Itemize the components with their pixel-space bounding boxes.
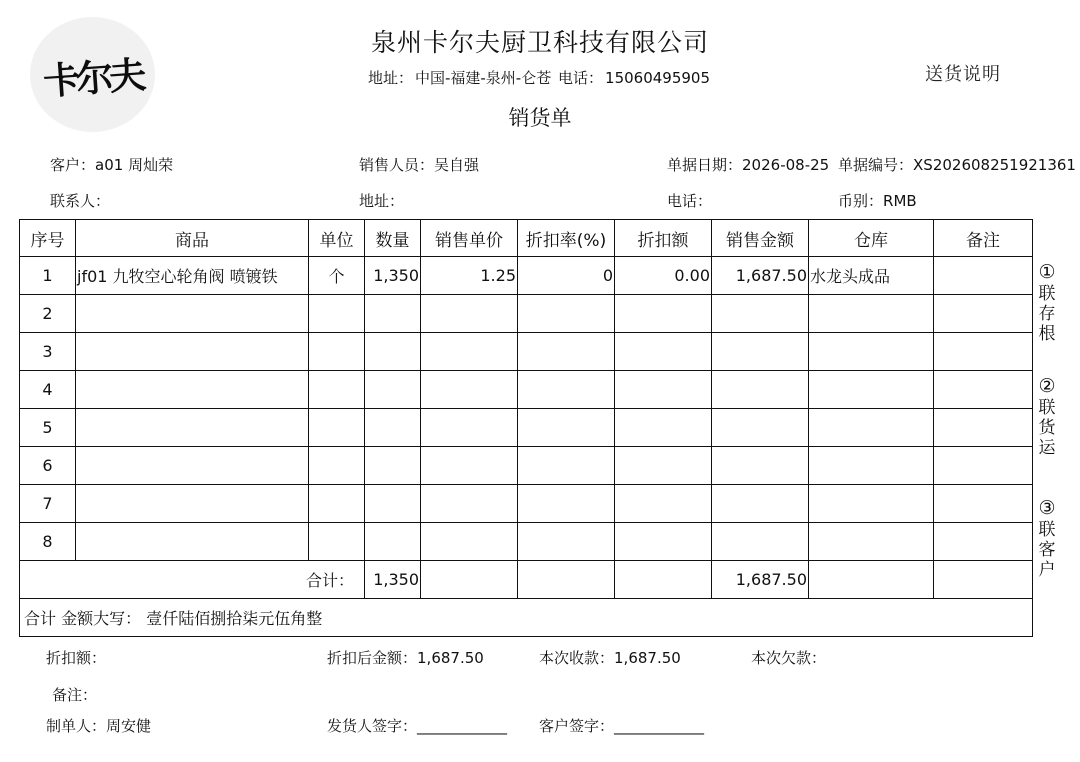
footer-maker	[46, 715, 151, 736]
company-name: 泉州卡尔夫厨卫科技有限公司	[370, 28, 709, 57]
currency-value: RMB	[883, 192, 917, 210]
quantity-cell	[365, 295, 421, 333]
amount-in-words-row	[20, 599, 1033, 637]
remark-cell	[934, 447, 1033, 485]
total-row	[20, 561, 1033, 599]
table-row	[20, 409, 1033, 447]
unit-cell	[309, 371, 365, 409]
discount-label: 折扣额：	[46, 649, 107, 667]
discount-amount-cell	[615, 485, 712, 523]
unit-price-cell	[421, 371, 518, 409]
number-field	[838, 154, 1076, 175]
column-header: 备注	[934, 220, 1033, 257]
total-cell	[934, 561, 1033, 599]
footer-discount	[46, 647, 106, 668]
product-cell: jf01 九牧空心轮角阀 喷镀铁	[76, 257, 309, 295]
remark-cell	[934, 523, 1033, 561]
phone-label: 电话：	[558, 69, 604, 87]
table-row	[20, 523, 1033, 561]
discount-rate-cell	[518, 523, 615, 561]
copy-number: ③	[1038, 497, 1056, 519]
discount-rate-cell	[518, 485, 615, 523]
remark-label: 备注：	[52, 686, 98, 704]
product-cell	[76, 485, 309, 523]
date-value: 2026-08-25	[742, 156, 830, 174]
unit-cell: 个	[309, 257, 365, 295]
footer-after-discount	[327, 647, 484, 668]
warehouse-cell	[809, 333, 934, 371]
maker-label: 制单人：	[46, 717, 107, 735]
discount-rate-cell	[518, 447, 615, 485]
customer-value: a01 周灿荣	[95, 156, 174, 174]
footer-owed	[751, 647, 826, 668]
unit-cell	[309, 485, 365, 523]
logo-text: 卡尔夫	[41, 52, 144, 103]
column-header: 仓库	[809, 220, 934, 257]
unit-cell	[309, 295, 365, 333]
column-header: 销售金额	[712, 220, 809, 257]
product-cell	[76, 447, 309, 485]
table-row	[20, 257, 1033, 295]
table-row	[20, 485, 1033, 523]
discount-amount-cell	[615, 333, 712, 371]
product-cell	[76, 333, 309, 371]
sales-amount-cell	[712, 333, 809, 371]
footer-shipper-signature	[327, 715, 507, 736]
address-label: 地址：	[367, 69, 413, 87]
table-row	[20, 447, 1033, 485]
sales-amount-cell	[712, 409, 809, 447]
warehouse-cell: 水龙头成品	[809, 257, 934, 295]
column-header: 销售单价	[421, 220, 518, 257]
unit-price-cell	[421, 409, 518, 447]
total-cell	[421, 561, 518, 599]
column-header: 折扣额	[615, 220, 712, 257]
customer-sign-label: 客户签字：	[539, 717, 615, 735]
company-phone: 15060495905	[605, 69, 711, 87]
copy-label-customer	[1034, 498, 1060, 580]
discount-amount-cell	[615, 447, 712, 485]
footer-remark	[52, 684, 97, 705]
received-value: 1,687.50	[614, 649, 681, 667]
sales-amount-cell	[712, 485, 809, 523]
sales-amount-cell	[712, 371, 809, 409]
address-label: 地址：	[359, 192, 405, 210]
row-number: 3	[20, 333, 76, 371]
warehouse-cell	[809, 523, 934, 561]
row-number: 8	[20, 523, 76, 561]
discount-amount-cell: 0.00	[615, 257, 712, 295]
table-row	[20, 295, 1033, 333]
column-header: 单位	[309, 220, 365, 257]
items-table	[19, 219, 1033, 637]
sales-amount-cell	[712, 295, 809, 333]
discount-rate-cell	[518, 295, 615, 333]
amount-words-label: 合计 金额大写：	[24, 609, 142, 628]
copy-name: 联 客 户	[1038, 520, 1056, 580]
shipper-sign-line: ____________	[417, 717, 508, 735]
copy-number: ①	[1038, 261, 1056, 283]
owed-label: 本次欠款：	[751, 649, 827, 667]
table-header-row	[20, 220, 1033, 257]
warehouse-cell	[809, 371, 934, 409]
warehouse-cell	[809, 409, 934, 447]
warehouse-cell	[809, 295, 934, 333]
customer-field	[50, 154, 173, 175]
table-row	[20, 371, 1033, 409]
quantity-cell: 1,350	[365, 257, 421, 295]
discount-rate-cell: 0	[518, 257, 615, 295]
date-label: 单据日期：	[667, 156, 743, 174]
row-number: 1	[20, 257, 76, 295]
copy-number: ②	[1038, 375, 1056, 397]
currency-field	[838, 190, 917, 211]
warehouse-cell	[809, 447, 934, 485]
discount-amount-cell	[615, 409, 712, 447]
column-header: 数量	[365, 220, 421, 257]
row-number: 2	[20, 295, 76, 333]
number-value: XS202608251921361	[913, 156, 1076, 174]
number-label: 单据编号：	[838, 156, 914, 174]
sales-amount-cell	[712, 523, 809, 561]
company-address-line	[0, 67, 1080, 88]
remark-cell	[934, 371, 1033, 409]
remark-cell	[934, 409, 1033, 447]
quantity-cell	[365, 485, 421, 523]
contact-field	[50, 190, 110, 211]
unit-price-cell	[421, 523, 518, 561]
row-number: 7	[20, 485, 76, 523]
row-number: 6	[20, 447, 76, 485]
customer-sign-line: ____________	[614, 717, 705, 735]
remark-cell	[934, 333, 1033, 371]
total-cell	[809, 561, 934, 599]
discount-rate-cell	[518, 333, 615, 371]
discount-amount-cell	[615, 295, 712, 333]
discount-rate-cell	[518, 409, 615, 447]
shipper-sign-label: 发货人签字：	[327, 717, 418, 735]
salesperson-value: 吴自强	[434, 156, 480, 174]
total-cell	[615, 561, 712, 599]
warehouse-cell	[809, 485, 934, 523]
amount-words-value: 壹仟陆佰捌拾柒元伍角整	[146, 609, 323, 628]
total-amount: 1,687.50	[712, 561, 809, 599]
unit-cell	[309, 333, 365, 371]
unit-price-cell	[421, 295, 518, 333]
sales-amount-cell	[712, 447, 809, 485]
product-cell	[76, 523, 309, 561]
copy-name: 联 货 运	[1038, 398, 1056, 458]
received-label: 本次收款：	[539, 649, 615, 667]
total-cell	[518, 561, 615, 599]
salesperson-label: 销售人员：	[359, 156, 435, 174]
unit-cell	[309, 447, 365, 485]
date-field	[667, 154, 829, 175]
copy-label-shipping	[1034, 376, 1060, 458]
unit-cell	[309, 409, 365, 447]
copy-name: 联 存 根	[1038, 284, 1056, 344]
total-quantity: 1,350	[365, 561, 421, 599]
discount-amount-cell	[615, 371, 712, 409]
column-header: 序号	[20, 220, 76, 257]
delivery-note-link[interactable]: 送货说明	[925, 64, 1001, 85]
unit-price-cell	[421, 447, 518, 485]
product-cell	[76, 371, 309, 409]
column-header: 折扣率(%)	[518, 220, 615, 257]
product-cell	[76, 409, 309, 447]
after-discount-label: 折扣后金额：	[327, 649, 418, 667]
footer-customer-signature	[539, 715, 704, 736]
contact-label: 联系人：	[50, 192, 111, 210]
quantity-cell	[365, 447, 421, 485]
row-number: 5	[20, 409, 76, 447]
quantity-cell	[365, 523, 421, 561]
currency-label: 币别：	[838, 192, 884, 210]
phone-label: 电话：	[667, 192, 713, 210]
product-cell	[76, 295, 309, 333]
footer-received	[539, 647, 681, 668]
quantity-cell	[365, 371, 421, 409]
after-discount-value: 1,687.50	[417, 649, 484, 667]
table-row	[20, 333, 1033, 371]
total-label: 合计：	[20, 561, 365, 599]
salesperson-field	[359, 154, 479, 175]
customer-label: 客户：	[50, 156, 96, 174]
remark-cell	[934, 295, 1033, 333]
unit-cell	[309, 523, 365, 561]
column-header: 商品	[76, 220, 309, 257]
maker-value: 周安健	[106, 717, 152, 735]
sales-amount-cell: 1,687.50	[712, 257, 809, 295]
quantity-cell	[365, 409, 421, 447]
copy-label-stub	[1034, 262, 1060, 344]
company-address: 中国-福建-泉州-仑苍	[414, 69, 552, 87]
unit-price-cell	[421, 333, 518, 371]
row-number: 4	[20, 371, 76, 409]
phone-field	[667, 190, 712, 211]
discount-rate-cell	[518, 371, 615, 409]
unit-price-cell: 1.25	[421, 257, 518, 295]
document-title: 销货单	[508, 106, 572, 130]
address-field	[359, 190, 404, 211]
remark-cell	[934, 485, 1033, 523]
remark-cell	[934, 257, 1033, 295]
amount-in-words	[20, 599, 1033, 637]
discount-amount-cell	[615, 523, 712, 561]
unit-price-cell	[421, 485, 518, 523]
quantity-cell	[365, 333, 421, 371]
